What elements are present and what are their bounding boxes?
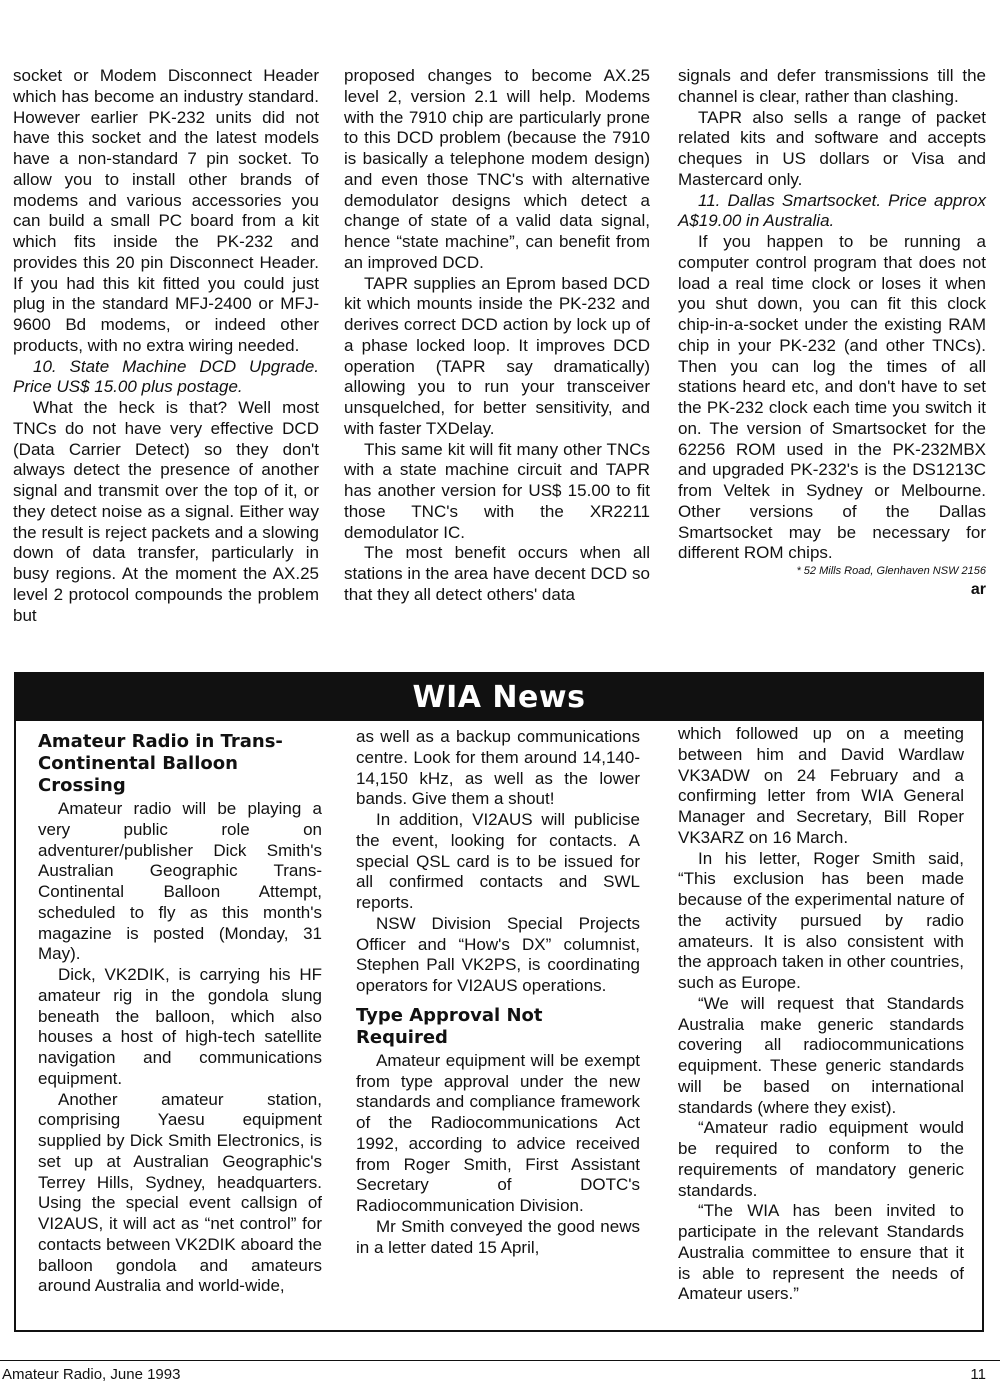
news-paragraph: Amateur radio will be playing a very public role on adventurer/publisher Dick Smith's Australian Geographic Trans-Continental Balloon Attempt, scheduled to fly as this month's magazine is posted (Monday, 31 May). xyxy=(38,799,322,964)
news-column-1 xyxy=(38,731,322,1297)
article-paragraph: The most benefit occurs when all stations in the area have decent DCD so that they all detect others' data xyxy=(344,543,650,604)
news-paragraph: NSW Division Special Projects Officer and “How's DX” columnist, Stephen Pall VK2PS, is coordinating operators for VI2AUS operations. xyxy=(356,913,640,995)
news-paragraph: “We will request that Standards Australia make generic standards covering all radiocommunications equipment. These generic standards will be based on international standards (where they exist). xyxy=(678,993,964,1117)
article-paragraph: TAPR supplies an Eprom based DCD kit which mounts inside the PK-232 and derives correct DCD action by lock up of a phase locked loop. It improves DCD operation (TAPR say dramatically) allowing you to run your transceiver unsquelched, for better sensitivity, and with faster TXDelay. xyxy=(344,273,650,438)
article-column-2 xyxy=(344,66,650,606)
article-paragraph: proposed changes to become AX.25 level 2, version 2.1 will help. Modems with the 7910 chip are particularly prone to this DCD problem (because the 7910 is basically a telephone modem design) and even those TNC's with alternative demodulator designs which detect a change of state of a valid data signal, hence “state machine”, can benefit from an improved DCD. xyxy=(344,66,650,272)
footer-rule xyxy=(0,1360,1000,1361)
item-heading-state-machine: 10. State Machine DCD Upgrade. Price US$ 15.00 plus postage. xyxy=(13,356,319,397)
story-heading-balloon: Amateur Radio in Trans-Continental Balloon Crossing xyxy=(38,731,283,796)
news-paragraph: In his letter, Roger Smith said, “This exclusion has been made because of the experimental nature of the activity pursued by radio amateurs. It is also consistent with the approach taken in other countries, such as Europe. xyxy=(678,848,964,992)
article-paragraph: socket or Modem Disconnect Header which has become an industry standard. However earlier PK-232 units did not have this socket and the latest models have a non-standard 7 pin socket. To allow you to install other brands of modems and various accessories you can build a small PC board from a kit which fits inside the PK-232 and provides this 20 pin Disconnect Header. If you had this kit fitted you could just plug in the standard MFJ-2400 or MFJ-9600 Bd modems, or indeed other products, with no extra wiring needed. xyxy=(13,66,319,355)
wia-news-banner: WIA News xyxy=(16,674,982,721)
news-paragraph: as well as a backup communications centre. Look for them around 14,140-14,150 kHz, as well as the lower bands. Give them a shout! xyxy=(356,727,640,809)
item-heading-smartsocket: 11. Dallas Smartsocket. Price approx A$19.00 in Australia. xyxy=(678,190,986,231)
article-paragraph: signals and defer transmissions till the channel is clear, rather than clashing. xyxy=(678,66,986,106)
news-paragraph: In addition, VI2AUS will publicise the event, looking for contacts. A special QSL card is to be issued for all confirmed contacts and SWL reports. xyxy=(356,810,640,912)
article-column-3 xyxy=(678,66,986,601)
news-paragraph: Another amateur station, comprising Yaesu equipment supplied by Dick Smith Electronics, is set up at Australian Geographic's Terrey Hills, Sydney, headquarters. Using the special event callsign of VI2AUS, it will act as “net control” for contacts between VK2DIK aboard the balloon gondola and amateurs around Australia and world-wide, xyxy=(38,1089,322,1296)
news-paragraph: Amateur equipment will be exempt from type approval under the new standards and compliance framework of the Radiocommunications Act 1992, according to advice received from Roger Smith, First Assistant Secretary of DOTC's Radiocommunication Division. xyxy=(356,1050,640,1215)
news-column-2 xyxy=(356,727,640,1258)
article-paragraph: TAPR also sells a range of packet related kits and software and accepts cheques in US dollars or Visa and Mastercard only. xyxy=(678,107,986,189)
footer-publication: Amateur Radio, June 1993 xyxy=(2,1366,181,1383)
news-paragraph: “Amateur radio equipment would be required to conform to the requirements of mandatory generic standards. xyxy=(678,1118,964,1200)
news-paragraph: Mr Smith conveyed the good news in a letter dated 15 April, xyxy=(356,1216,640,1257)
end-mark: ar xyxy=(970,581,986,598)
article-paragraph: What the heck is that? Well most TNCs do not have very effective DCD (Data Carrier Detect) so they don't always detect the presence of another signal and transmit over the top of it, or they detect noise as a signal. Either way the result is reject packets and a slowing down of data transfer, particularly in busy regions. At the moment the AX.25 level 2 protocol compounds the problem but xyxy=(13,398,319,625)
article-paragraph: This same kit will fit many other TNCs with a state machine circuit and TAPR has another version for US$ 15.00 to fit those TNC's with the XR2211 demodulator IC. xyxy=(344,439,650,542)
page-number: 11 xyxy=(970,1366,986,1383)
news-column-3 xyxy=(678,724,964,1305)
article-column-1 xyxy=(13,66,319,626)
news-paragraph: “The WIA has been invited to participate in the relevant Standards Australia committee to ensure that it is able to represent the needs of Amateur users.” xyxy=(678,1201,964,1304)
article-paragraph: If you happen to be running a computer control program that does not load a real time clock or loses it when you shut down, you can fit this clock chip-in-a-socket under the existing RAM chip in your PK-232 (and other TNCs). Then you can log the times of all stations heard etc, and don't have to set the PK-232 clock each time you switch it on. The version of Smartsocket for the 62256 ROM used in the PK-232MBX and upgraded PK-232's is the DS1213C from Veltek in Sydney or Melbourne. Other versions of the Dallas Smartsocket may be necessary for different ROM chips. xyxy=(678,232,986,563)
author-address: * 52 Mills Road, Glenhaven NSW 2156 xyxy=(796,565,986,577)
story-heading-type-approval: Type Approval Not Required xyxy=(356,1004,543,1048)
news-paragraph: Dick, VK2DIK, is carrying his HF amateur rig in the gondola slung beneath the balloon, which also houses a host of high-tech satellite navigation and communications equipment. xyxy=(38,965,322,1088)
news-paragraph: which followed up on a meeting between him and David Wardlaw VK3ADW on 24 February and a confirming letter from WIA General Manager and Secretary, Bill Roper VK3ARZ on 16 March. xyxy=(678,724,964,847)
